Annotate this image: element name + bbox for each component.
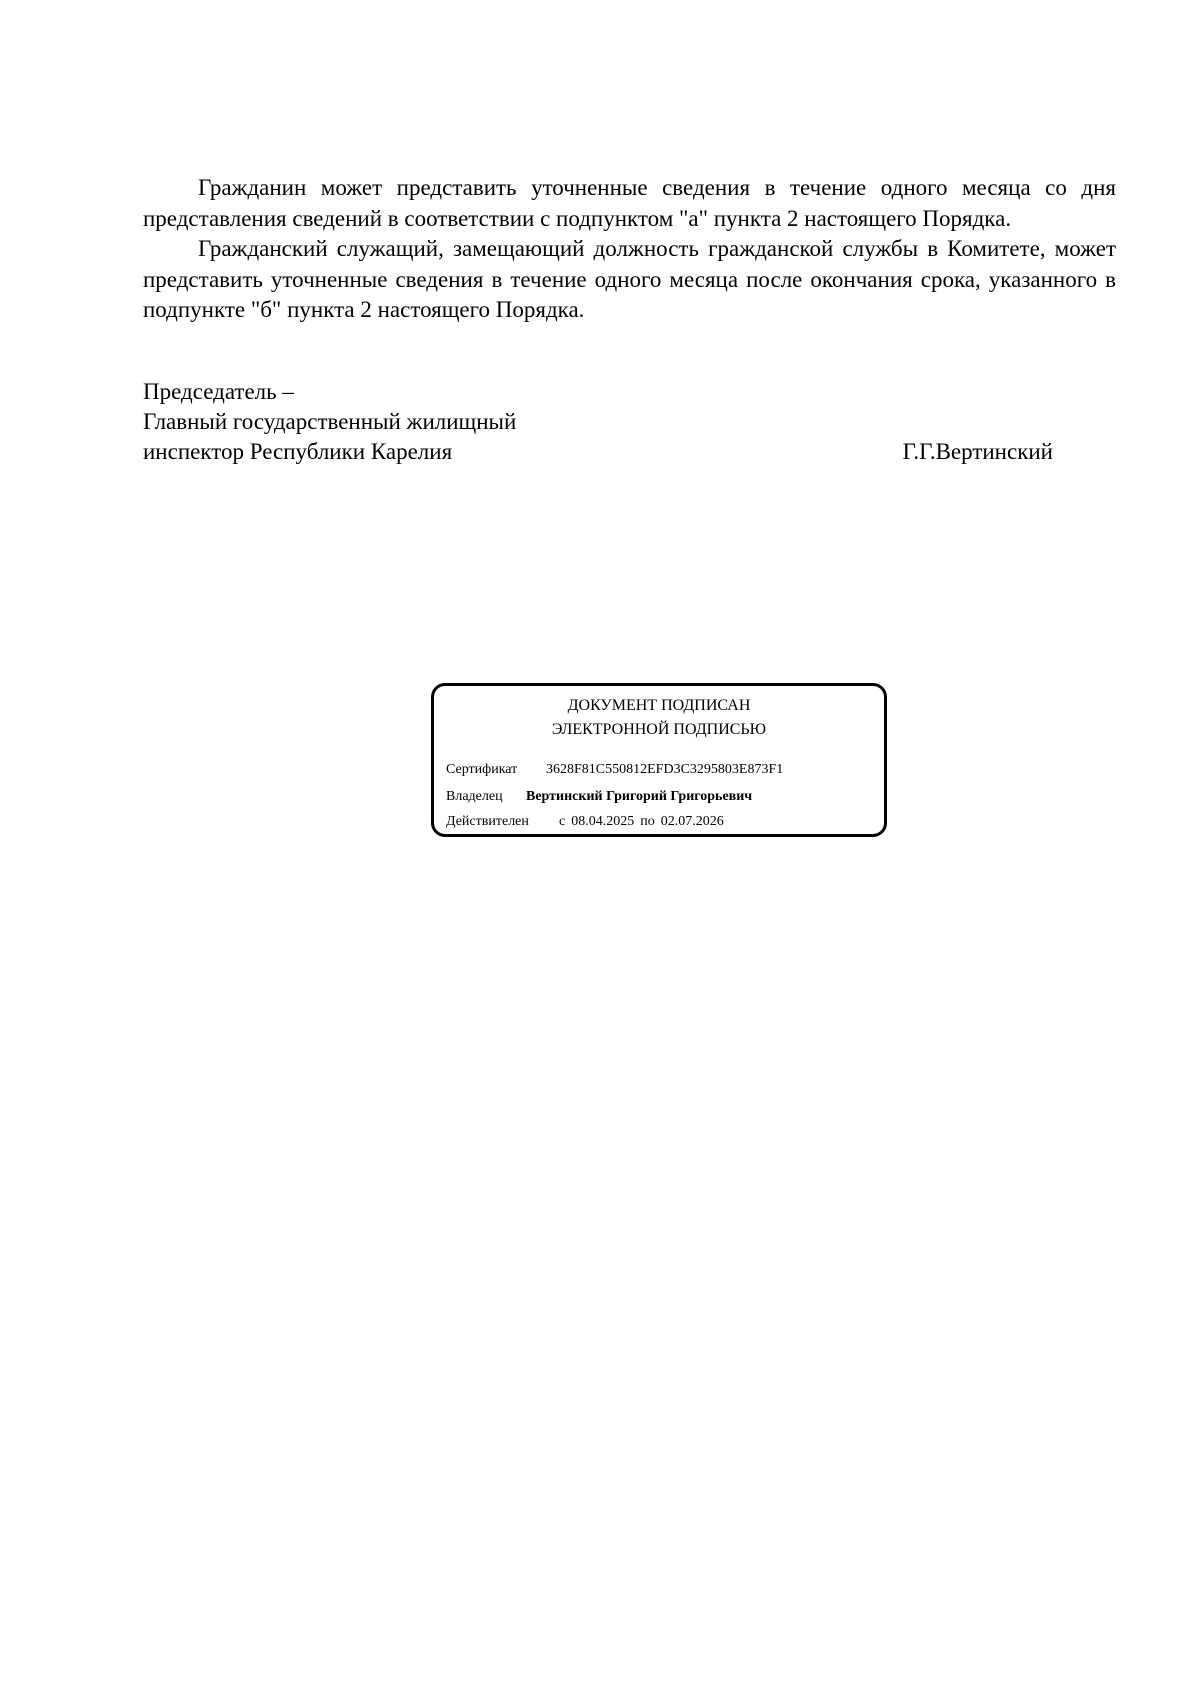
signatory-title-line-2: Главный государственный жилищный — [143, 409, 517, 434]
certificate-label: Сертификат — [446, 762, 518, 777]
valid-to-prefix: по — [640, 814, 655, 829]
paragraph-civil-servant: Гражданский служащий, замещающий должность гражданской службы в Комитете, может представить уточненные сведения в течение одного месяца после окончания срока, указанного в подпункте "б" пункта 2 настоящего Порядка. — [143, 236, 1116, 322]
signature-block — [143, 377, 1053, 467]
signatory-title-line-1: Председатель – — [143, 379, 294, 404]
document-body — [143, 173, 1116, 326]
valid-label: Действителен — [446, 814, 529, 829]
signatory-title-line-3: инспектор Республики Карелия — [143, 439, 453, 464]
stamp-title-line-2: ЭЛЕКТРОННОЙ ПОДПИСЬЮ — [551, 721, 767, 738]
valid-from-prefix: с — [559, 814, 566, 829]
certificate-value: 3628F81C550812EFD3C3295803E873F1 — [546, 762, 784, 777]
stamp-owner-row — [446, 789, 752, 805]
stamp-title-line-1: ДОКУМЕНТ ПОДПИСАН — [567, 697, 751, 714]
stamp-certificate-row — [446, 762, 783, 778]
stamp-title — [434, 694, 884, 742]
electronic-signature-stamp — [431, 683, 887, 837]
valid-from-date: 08.04.2025 — [571, 814, 635, 829]
stamp-validity-row — [446, 814, 724, 830]
valid-to-date: 02.07.2026 — [660, 814, 724, 829]
signatory-name: Г.Г.Вертинский — [902, 439, 1053, 464]
paragraph-citizen: Гражданин может представить уточненные сведения в течение одного месяца со дня представления сведений в соответствии с подпунктом "а" пункта 2 настоящего Порядка. — [143, 175, 1116, 231]
owner-label: Владелец — [446, 789, 503, 804]
owner-value: Вертинский Григорий Григорьевич — [526, 789, 753, 804]
